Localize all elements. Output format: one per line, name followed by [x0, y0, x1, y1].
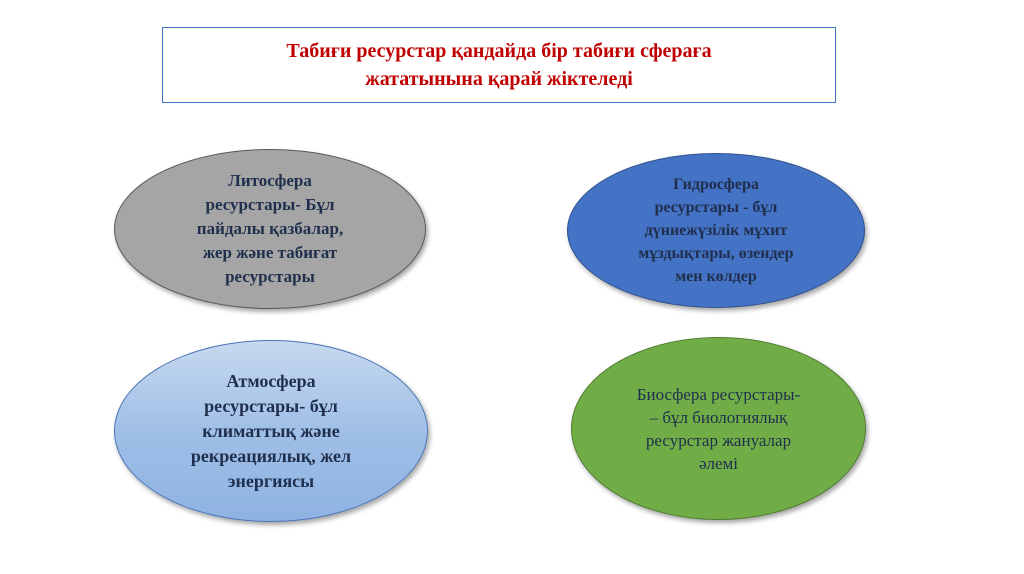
hydrosphere-line-2: ресурстары - бұл	[654, 199, 778, 216]
biosphere-text	[637, 383, 801, 475]
lithosphere-line-2: ресурстары- Бұл	[205, 195, 335, 214]
biosphere-line-4: әлемі	[698, 453, 739, 473]
hydrosphere-text	[638, 173, 793, 288]
lithosphere-text	[197, 169, 343, 289]
hydrosphere-line-5: мен көлдер	[675, 268, 757, 285]
hydrosphere-line-3: дүниежүзілік мұхит	[644, 222, 788, 239]
hydrosphere-ellipse	[567, 153, 865, 308]
atmosphere-line-3: климаттық және	[202, 420, 340, 441]
hydrosphere-line-4: мұздықтары, өзендер	[638, 245, 794, 262]
lithosphere-ellipse	[114, 149, 426, 309]
lithosphere-line-5: ресурстары	[225, 267, 315, 286]
biosphere-ellipse	[571, 337, 866, 520]
atmosphere-text	[191, 369, 351, 494]
biosphere-line-3: ресурстар жануалар	[645, 430, 792, 450]
slide-title	[286, 37, 711, 93]
atmosphere-ellipse	[114, 340, 428, 522]
biosphere-line-1: Биосфера ресурстары-	[636, 384, 801, 404]
lithosphere-line-1: Литосфера	[228, 171, 312, 190]
hydrosphere-line-1: Гидросфера	[673, 176, 759, 193]
title-line-2: жататынына қарай жіктеледі	[365, 68, 633, 90]
title-box	[162, 27, 836, 103]
lithosphere-line-4: жер және табиғат	[202, 243, 338, 262]
atmosphere-line-1: Атмосфера	[226, 370, 316, 391]
atmosphere-line-5: энергиясы	[227, 470, 315, 491]
title-line-1: Табиғи ресурстар қандайда бір табиғи сфераға	[286, 40, 712, 62]
atmosphere-line-4: рекреациялық, жел	[190, 445, 352, 466]
lithosphere-line-3: пайдалы қазбалар,	[196, 219, 344, 238]
atmosphere-line-2: ресурстары- бұл	[204, 395, 338, 416]
biosphere-line-2: – бұл биологиялық	[649, 407, 788, 427]
